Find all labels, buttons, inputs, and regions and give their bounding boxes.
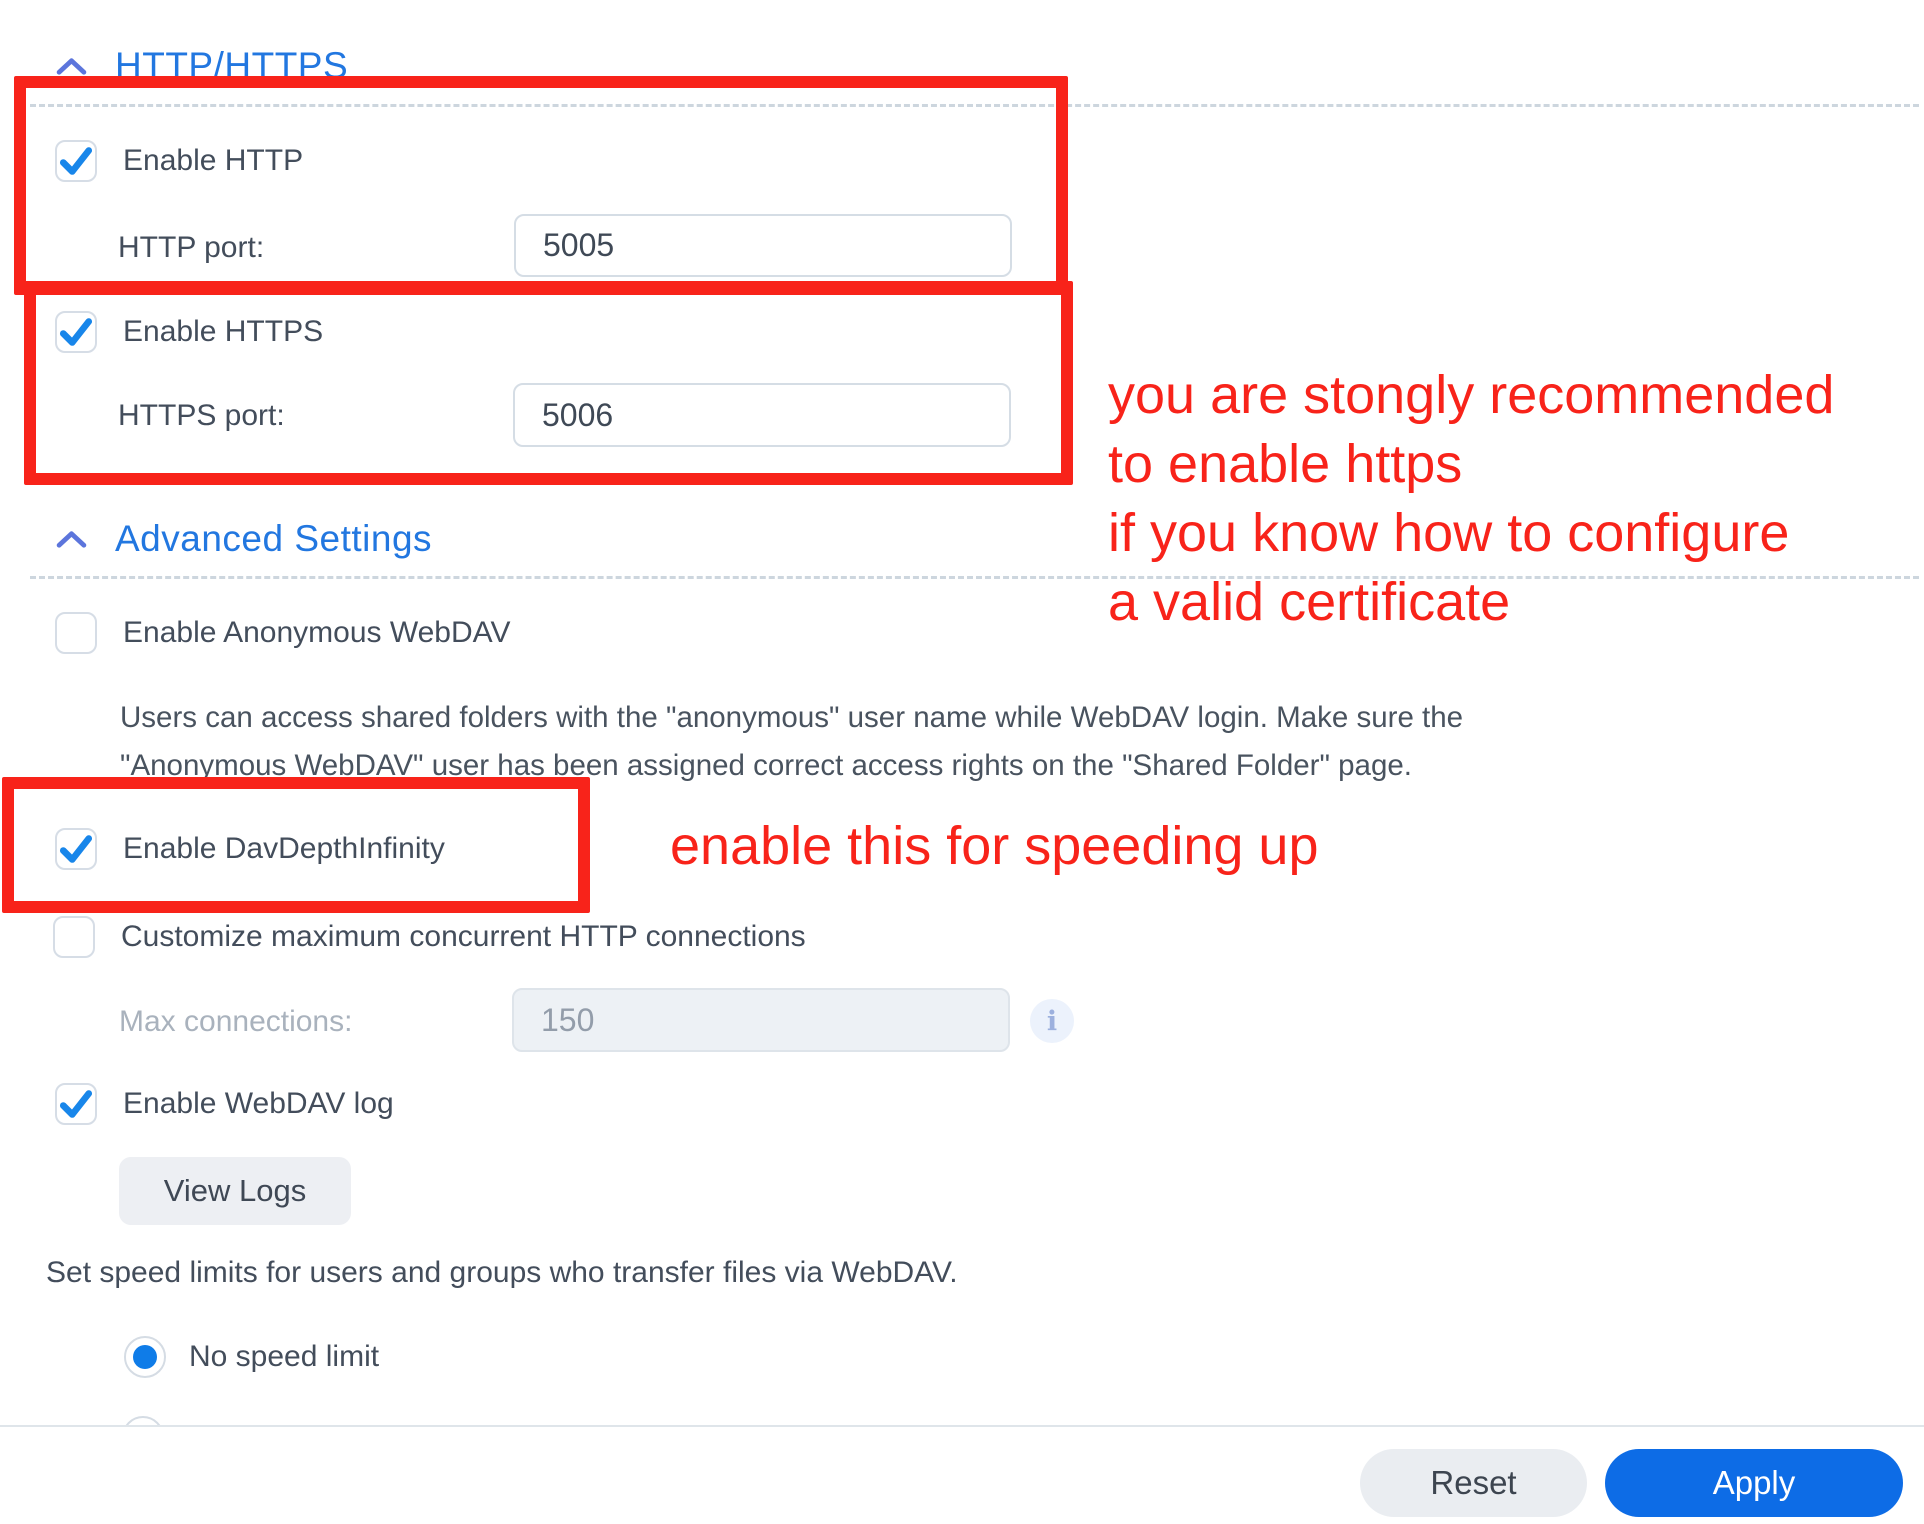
no-speed-limit-radio[interactable] bbox=[124, 1336, 166, 1378]
footer-action-bar bbox=[0, 1425, 1924, 1524]
chevron-up-icon bbox=[55, 529, 88, 550]
customize-max-connections-label: Customize maximum concurrent HTTP connections bbox=[121, 920, 806, 953]
no-speed-limit-row bbox=[124, 1336, 379, 1378]
annotation-https-note-line3: if you know how to configure bbox=[1108, 503, 1790, 563]
section-title-advanced-settings: Advanced Settings bbox=[115, 518, 433, 559]
http-port-label: HTTP port: bbox=[118, 231, 265, 264]
chevron-up-icon bbox=[55, 56, 88, 77]
apply-button[interactable]: Apply bbox=[1605, 1449, 1903, 1517]
enable-http-label: Enable HTTP bbox=[123, 144, 304, 177]
http-port-input[interactable] bbox=[514, 214, 1012, 277]
no-speed-limit-label: No speed limit bbox=[189, 1340, 380, 1373]
checkmark-icon bbox=[58, 1086, 94, 1122]
enable-anonymous-webdav-checkbox[interactable] bbox=[55, 612, 97, 654]
anonymous-webdav-description-line2: "Anonymous WebDAV" user has been assigned correct access rights on the "Shared Folder" page. bbox=[120, 749, 1412, 782]
customize-max-connections-row bbox=[53, 916, 806, 958]
annotation-https-note-line1: you are stongly recommended bbox=[1108, 365, 1835, 425]
annotation-https-note bbox=[1108, 361, 1834, 637]
radio-selected-dot bbox=[133, 1345, 157, 1369]
enable-webdav-log-row bbox=[55, 1083, 394, 1125]
max-connections-input[interactable] bbox=[512, 988, 1010, 1052]
enable-davdepthinfinity-label: Enable DavDepthInfinity bbox=[123, 832, 445, 865]
enable-https-row bbox=[55, 311, 323, 353]
separator-http-section bbox=[30, 104, 1919, 107]
enable-webdav-log-label: Enable WebDAV log bbox=[123, 1087, 394, 1120]
enable-davdepthinfinity-checkbox[interactable] bbox=[55, 828, 97, 870]
checkmark-icon bbox=[58, 143, 94, 179]
enable-http-row bbox=[55, 140, 303, 182]
checkmark-icon bbox=[58, 831, 94, 867]
annotation-https-note-line4: a valid certificate bbox=[1108, 572, 1511, 632]
https-port-label: HTTPS port: bbox=[118, 399, 285, 432]
annotation-https-note-line2: to enable https bbox=[1108, 434, 1463, 494]
section-header-advanced-settings[interactable] bbox=[55, 518, 432, 560]
enable-http-checkbox[interactable] bbox=[55, 140, 97, 182]
anonymous-webdav-description-line1: Users can access shared folders with the "anonymous" user name while WebDAV login. Make sure the bbox=[120, 701, 1464, 734]
enable-anonymous-webdav-label: Enable Anonymous WebDAV bbox=[123, 616, 511, 649]
annotation-davdepth-note: enable this for speeding up bbox=[670, 816, 1319, 876]
max-connections-label: Max connections: bbox=[119, 1005, 353, 1038]
enable-anonymous-webdav-row bbox=[55, 612, 510, 654]
enable-https-checkbox[interactable] bbox=[55, 311, 97, 353]
checkmark-icon bbox=[58, 314, 94, 350]
section-title-http-https: HTTP/HTTPS bbox=[115, 45, 349, 86]
reset-button[interactable]: Reset bbox=[1360, 1449, 1587, 1517]
enable-davdepthinfinity-row bbox=[55, 828, 445, 870]
enable-https-label: Enable HTTPS bbox=[123, 315, 324, 348]
https-port-input[interactable] bbox=[513, 383, 1011, 447]
customize-max-connections-checkbox[interactable] bbox=[53, 916, 95, 958]
info-icon[interactable]: i bbox=[1030, 999, 1074, 1043]
enable-webdav-log-checkbox[interactable] bbox=[55, 1083, 97, 1125]
view-logs-button[interactable]: View Logs bbox=[119, 1157, 351, 1225]
section-header-http-https[interactable] bbox=[55, 45, 348, 87]
speed-limit-description: Set speed limits for users and groups who transfer files via WebDAV. bbox=[46, 1256, 958, 1289]
separator-advanced-section bbox=[30, 576, 1919, 579]
